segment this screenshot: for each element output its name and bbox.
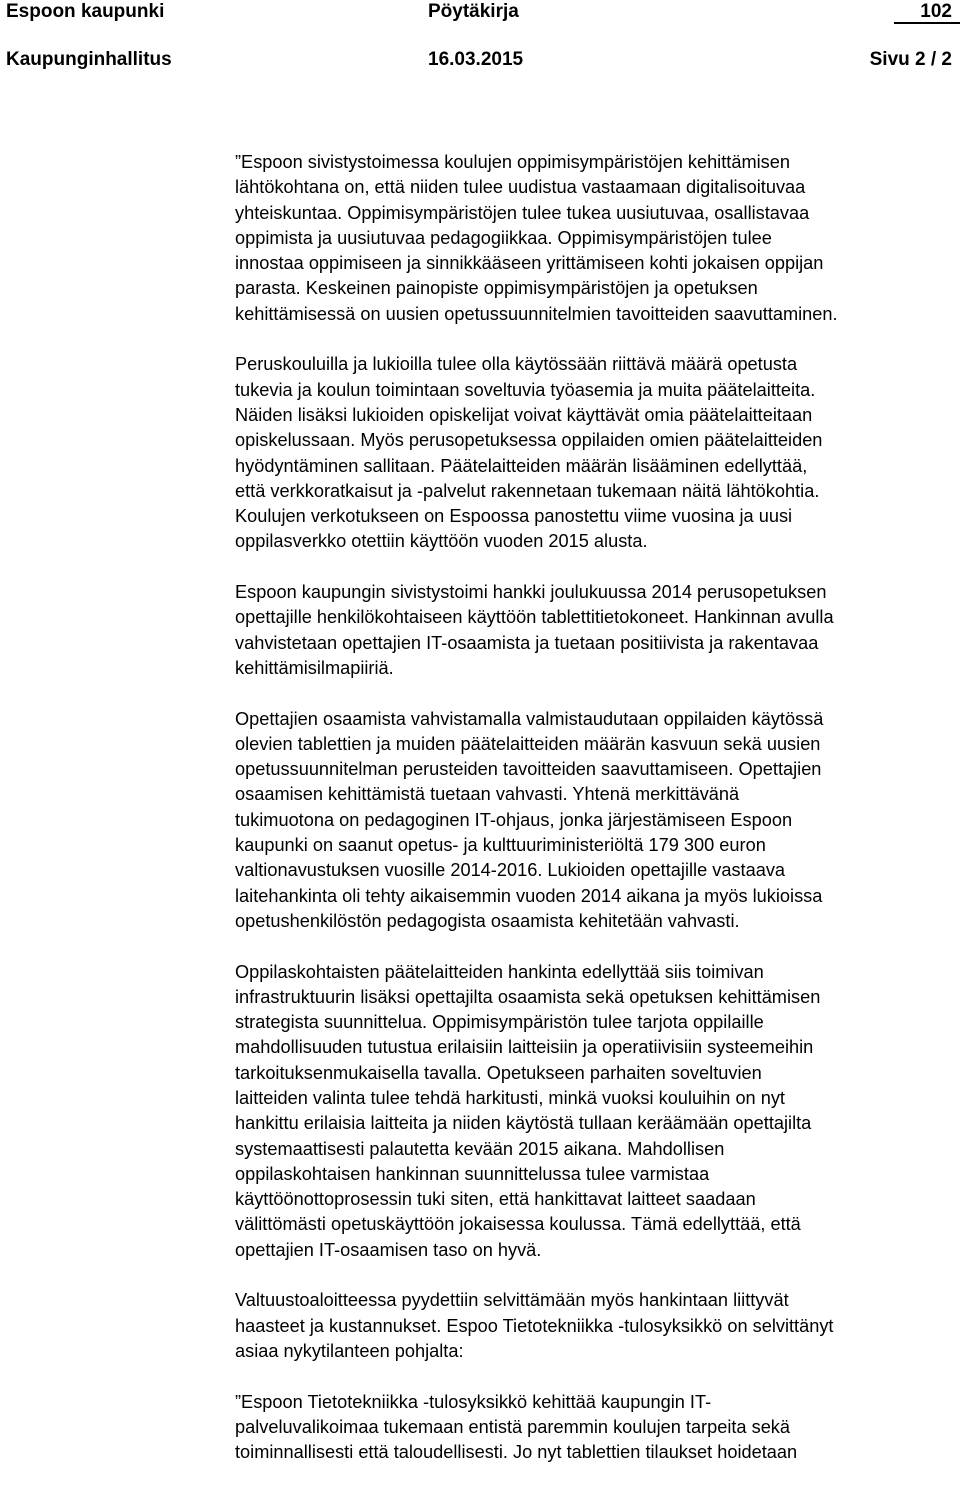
document-header [0, 0, 960, 80]
paragraph-teacher-competence: Opettajien osaamista vahvistamalla valmistaudutaan oppilaiden käytössä olevien tablettien ja muiden päätelaitteiden määrän kasvuun sekä uusien opetussuunnitelman perusteiden tavoitteiden saavuttamiseen. Opettajien osaamisen kehittämistä tuetaan vahvasti. Yhtenä merkittävänä tukimuotona on pedagoginen IT-ohjaus, jonka järjestämiseen Espoon kaupunki on saanut opetus- ja kulttuuriministeriöltä 179 300 euron valtionavustuksen vuosille 2014-2016. Lukioiden opettajille vastaava laitehankinta oli tehty aikaisemmin vuoden 2014 aikana ja myös lukioissa opetushenkilöstön pedagogista osaamista kehitetään vahvasti. [235, 708, 824, 931]
header-date: 16.03.2015 [428, 49, 524, 70]
document-number-underline [894, 22, 960, 24]
header-page-number: Sivu 2 / 2 [869, 49, 952, 70]
header-document-type: Pöytäkirja [428, 1, 519, 22]
header-organ: Kaupunginhallitus [6, 49, 172, 70]
paragraph-quote-learning-environments: ”Espoon sivistystoimessa koulujen oppimisympäristöjen kehittämisen lähtökohtana on, että niiden tulee uudistua vastaamaan digitalisoituvaa yhteiskuntaa. Oppimisympäristöjen tulee tukea uusiutuvaa, osallistavaa oppimista ja uusiutuvaa pedagogiikkaa. Oppimisympäristöjen tulee innostaa oppimiseen ja sinnikkääseen yrittämiseen kohti jokaisen oppijan parasta. Keskeinen painopiste oppimisympäristöjen ja opetuksen kehittämisessä on uusien opetussuunnitelmien tavoitteiden saavuttaminen. [235, 152, 838, 324]
header-city: Espoon kaupunki [6, 1, 165, 22]
header-document-number: 102 [920, 1, 952, 22]
paragraph-device-procurement: Oppilaskohtaisten päätelaitteiden hankinta edellyttää siis toimivan infrastruktuurin lisäksi opettajilta osaamista sekä opetuksen kehittämisen strategista suunnittelua. Oppimisympäristön tulee tarjota oppilaille mahdollisuuden tutustua erilaisiin laitteisiin ja operatiivisiin systeemeihin tarkoituksenmukaisella tavalla. Opetukseen parhaiten soveltuvien laitteiden valinta tulee tehdä harkitusti, minkä vuoksi kouluihin on nyt hankittu erilaisia laitteita ja niiden käytöstä tullaan keräämään opettajilta systemaattisesti palautetta kevään 2015 aikana. Mahdollisen oppilaskohtaisen hankinnan suunnittelussa tulee varmistaa käyttöönottoprosessin tuki siten, että hankittavat laitteet saadaan välittömästi opetuskäyttöön jokaisessa koulussa. Tämä edellyttää, että opettajien IT-osaamisen taso on hyvä. [235, 961, 821, 1260]
paragraph-council-initiative: Valtuustoaloitteessa pyydettiin selvittämään myös hankintaan liittyvät haasteet ja kustannukset. Espoo Tietotekniikka -tulosyksikkö on selvittänyt asiaa nykytilanteen pohjalta: [235, 1290, 834, 1361]
document-body [235, 150, 957, 1491]
paragraph-teacher-tablets: Espoon kaupungin sivistystoimi hankki joulukuussa 2014 perusopetuksen opettajille henkilökohtaiseen käyttöön tablettitietokoneet. Hankinnan avulla vahvistetaan opettajien IT-osaamista ja tuetaan positiivista ja rakentavaa kehittämisilmapiiriä. [235, 582, 834, 678]
paragraph-devices-schools: Peruskouluilla ja lukioilla tulee olla käytössään riittävä määrä opetusta tukevia ja koulun toimintaan soveltuvia työasemia ja muita päätelaitteita. Näiden lisäksi lukioiden opiskelijat voivat käyttävät omia päätelaitteitaan opiskelussaan. Myös perusopetuksessa oppilaiden omien päätelaitteiden hyödyntäminen sallitaan. Päätelaitteiden määrän lisääminen edellyttää, että verkkoratkaisut ja -palvelut rakennetaan tukemaan näitä lähtökohtia. Koulujen verkotukseen on Espoossa panostettu viime vuosina ja uusi oppilasverkko otettiin käyttöön vuoden 2015 alusta. [235, 354, 823, 552]
paragraph-quote-it-unit: ”Espoon Tietotekniikka -tulosyksikkö kehittää kaupungin IT- palveluvalikoimaa tukemaan entistä paremmin koulujen tarpeita sekä toiminnallisesti että taloudellisesti. Jo nyt tablettien tilaukset hoidetaan [235, 1391, 798, 1463]
